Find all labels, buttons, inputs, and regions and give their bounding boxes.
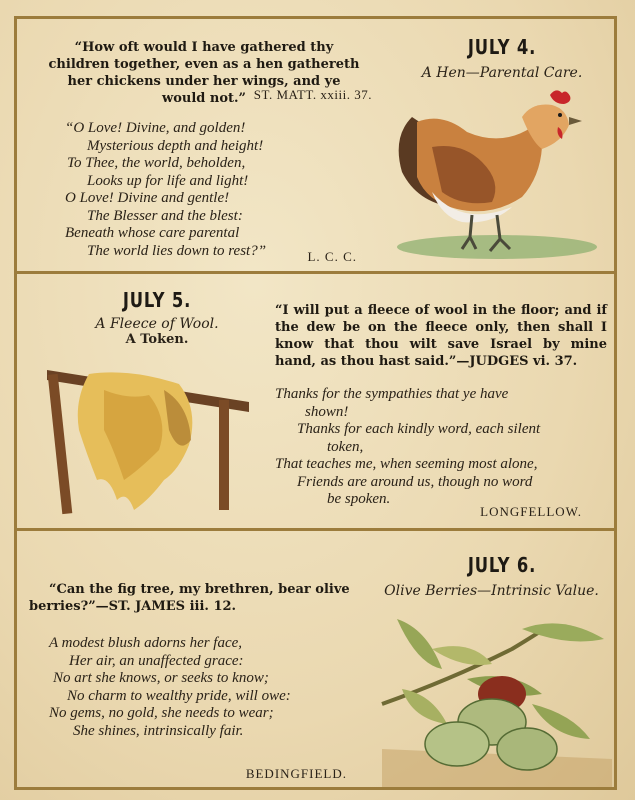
poem-line: Her air, an unaffected grace: bbox=[69, 652, 244, 669]
poem-line: No gems, no gold, she needs to wear; bbox=[49, 705, 274, 721]
fleece-illustration bbox=[39, 360, 259, 520]
poem-line: be spoken. bbox=[327, 491, 391, 507]
poem-line: Thanks for the sympathies that ye have bbox=[275, 386, 509, 402]
subtitle: A Hen—Parental Care. bbox=[421, 65, 583, 81]
poem bbox=[57, 120, 357, 260]
poem bbox=[37, 635, 367, 740]
poem-line: shown! bbox=[305, 403, 349, 420]
author: L. C. C. bbox=[307, 249, 357, 264]
poem bbox=[275, 386, 615, 509]
poem-line: Beneath whose care parental bbox=[65, 225, 240, 241]
poem-line: She shines, intrinsically fair. bbox=[73, 722, 244, 739]
poem-line: No charm to wealthy pride, will owe: bbox=[67, 687, 291, 704]
date-heading: JULY 6. bbox=[467, 553, 537, 577]
poem-line: O Love! Divine and gentle! bbox=[65, 190, 230, 206]
scripture-quote: “How oft would I have gathered thy children together, even as a hen gathereth her chickens under her wings, and ye would not.” bbox=[48, 40, 360, 106]
poem-line: The world lies down to rest?” bbox=[87, 242, 267, 259]
date-heading: JULY 4. bbox=[467, 35, 537, 59]
poem-line: No art she knows, or seeks to know; bbox=[53, 670, 269, 686]
scripture-quote: “I will put a fleece of wool in the floor; and if the dew be on the fleece only, then shall I know that thou wilt save Israel by mine hand, as thou hast said.”—JUDGES vi. 37. bbox=[275, 303, 607, 369]
section-july-6 bbox=[14, 528, 617, 790]
author: LONGFELLOW. bbox=[480, 504, 582, 519]
poem-line: “O Love! Divine, and golden! bbox=[65, 120, 246, 136]
poem-line: To Thee, the world, beholden, bbox=[67, 155, 246, 171]
author: BEDINGFIELD. bbox=[245, 766, 347, 781]
section-july-4 bbox=[14, 16, 617, 274]
poem-line: Friends are around us, though no word bbox=[297, 473, 533, 490]
section-july-5 bbox=[14, 271, 617, 531]
poem-line: A modest blush adorns her face, bbox=[49, 635, 243, 651]
date-heading: JULY 5. bbox=[122, 288, 192, 312]
subtitle: Olive Berries—Intrinsic Value. bbox=[384, 583, 599, 599]
scripture-reference: ST. MATT. xxiii. 37. bbox=[253, 87, 372, 102]
poem-line: Mysterious depth and height! bbox=[87, 137, 264, 154]
olive-branch-illustration bbox=[372, 609, 612, 787]
poem-line: That teaches me, when seeming most alone, bbox=[275, 456, 538, 472]
subtitle: A Fleece of Wool. bbox=[95, 316, 219, 332]
poem-line: token, bbox=[327, 438, 364, 455]
subtitle-token: A Token. bbox=[125, 332, 189, 347]
poem-line: Looks up for life and light! bbox=[87, 172, 249, 189]
hen-illustration bbox=[372, 87, 612, 269]
scripture-quote: “Can the fig tree, my brethren, bear olive berries?”—ST. JAMES iii. 12. bbox=[29, 582, 350, 614]
poem-line: The Blesser and the blest: bbox=[87, 207, 243, 224]
poem-line: Thanks for each kindly word, each silent bbox=[297, 421, 541, 437]
